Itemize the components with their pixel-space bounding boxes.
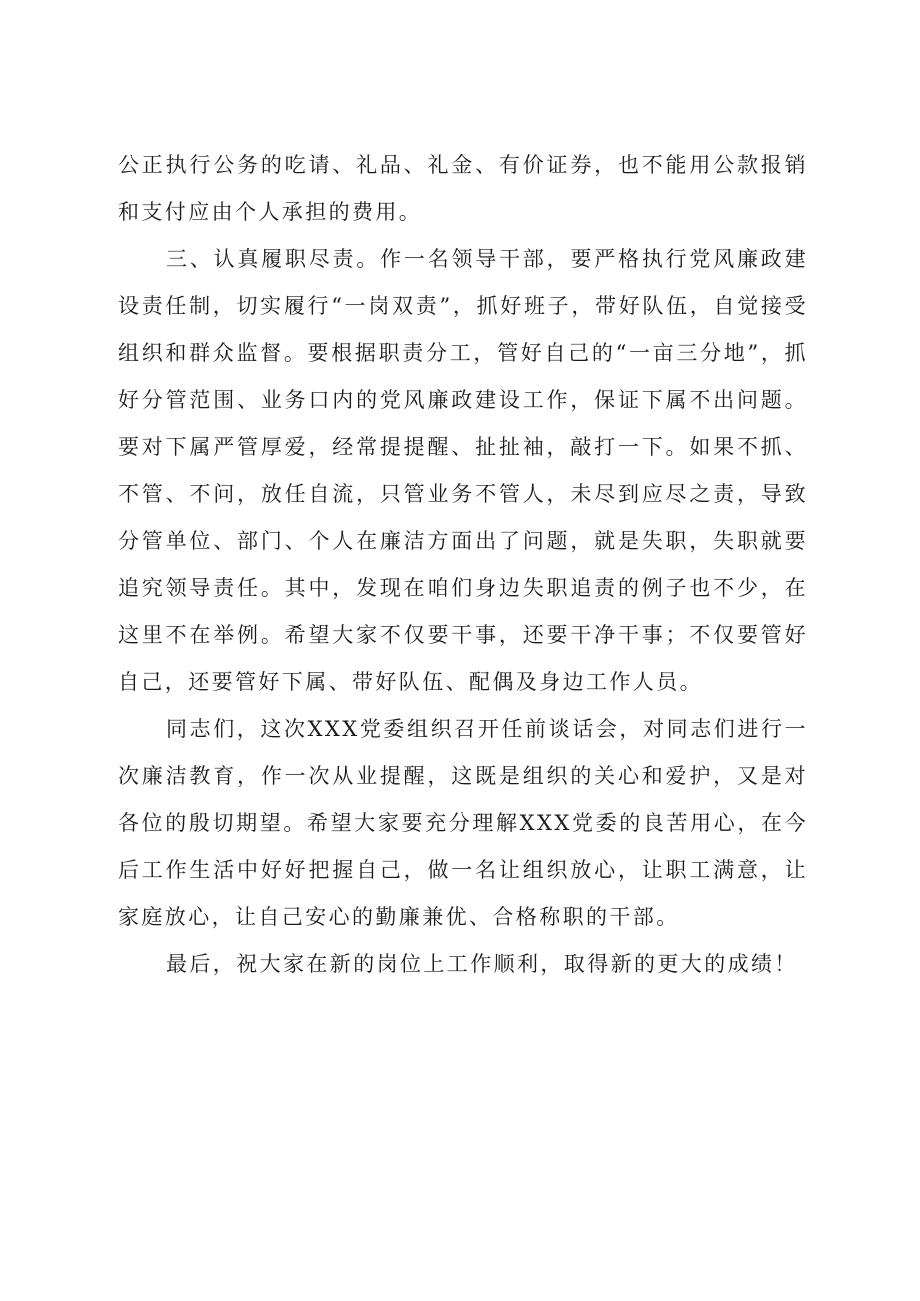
paragraph-comrades-address: 同志们，这次XXX党委组织召开任前谈话会，对同志们进行一次廉洁教育，作一次从业提醒，这既是组织的关心和爱护，又是对各位的殷切期望。希望大家要充分理解XXX党委的良苦用心，在今后工作生活中好好把握自己，做一名让组织放心，让职工满意，让家庭放心，让自己安心的勤廉兼优、合格称职的干部。: [118, 717, 808, 929]
document-body: [118, 142, 808, 988]
paragraph-duty-responsibility: 三、认真履职尽责。作一名领导干部，要严格执行党风廉政建设责任制，切实履行“一岗双责”，抓好班子，带好队伍，自觉接受组织和群众监督。要根据职责分工，管好自己的“一亩三分地”，抓好分管范围、业务口内的党风廉政建设工作，保证下属不出问题。要对下属严管厚爱，经常提提醒、扯扯袖，敲打一下。如果不抓、不管、不问，放任自流，只管业务不管人，未尽到应尽之责，导致分管单位、部门、个人在廉洁方面出了问题，就是失职，失职就要追究领导责任。其中，发现在咱们身边失职追责的例子也不少，在这里不在举例。希望大家不仅要干事，还要干净干事；不仅要管好自己，还要管好下属、带好队伍、配偶及身边工作人员。: [118, 247, 808, 694]
paragraph-expense-rules: 公正执行公务的吃请、礼品、礼金、有价证券，也不能用公款报销和支付应由个人承担的费用。: [118, 153, 808, 224]
paragraph-closing-wishes: 最后，祝大家在新的岗位上工作顺利，取得新的更大的成绩！: [166, 952, 798, 976]
